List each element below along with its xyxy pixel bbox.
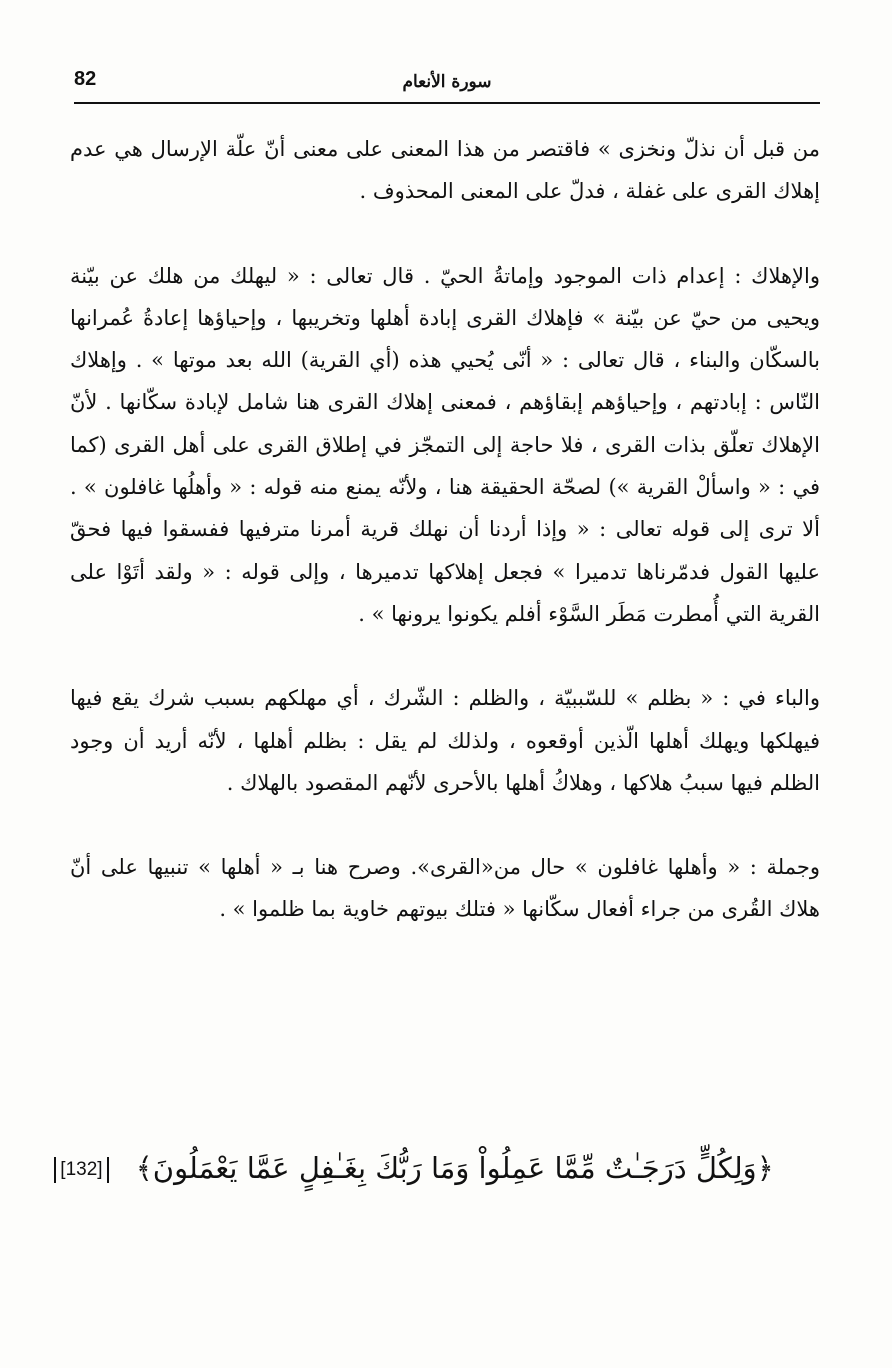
verse-text: ﴿وَلِكُلٍّ دَرَجَـٰتٌ مِّمَّا عَمِلُواْ وَمَا رَبُّكَ بِغَـٰفِلٍ عَمَّا يَعْمَلُونَ﴾ (135, 1151, 774, 1185)
paragraph: والإهلاك : إعدام ذات الموجود وإماتةُ الحيّ . قال تعالى : « ليهلك من هلك عن بيّنة ويحيى من حيّ عن بيّنة » فإهلاك القرى إبادة أهلها وتخريبها ، وإحياؤها إعادةُ عُمرانها بالسكّان والبناء ، قال تعالى : « أنّى يُحيي هذه (أي القرية) الله بعد موتها » . وإهلاك النّاس : إبادتهم ، وإحياؤهم إبقاؤهم ، فمعنى إهلاك القرى هنا شامل لإبادة سكّانها . لأنّ الإهلاك تعلّق بذات القرى ، فلا حاجة إلى التمجّز في إطلاق القرى على أهل القرى (كما في : « واسألْ القرية ») لصحّة الحقيقة هنا ، ولأنّه يمنع منه قوله : « وأهلُها غافلون » . ألا ترى إلى قوله تعالى : « وإذا أردنا أن نهلك قرية أمرنا مترفيها ففسقوا فيها فحقّ عليها القول فدمّرناها تدميرا » فجعل إهلاكها تدميرها ، وإلى قوله : « ولقد أتَوْا على القرية التي أُمطرت مَطَر السَّوْء أفلم يكونوا يرونها » . (70, 263, 820, 626)
commentary-text (70, 128, 820, 931)
page-header (74, 66, 820, 104)
paragraph: من قبل أن نذلّ ونخزى » فاقتصر من هذا المعنى على معنى أنّ علّة الإرسال هي عدم إهلاك القرى على غفلة ، فدلّ على المعنى المحذوف . (70, 137, 820, 204)
paragraph: وجملة : « وأهلها غافلون » حال من«القرى». وصرح هنا بـ « أهلها » تنبيها على أنّ هلاك القُرى من جراء أفعال سكّانها « فتلك بيوتهم خاوية بما ظلموا » . (70, 855, 820, 922)
page-number: 82 (74, 68, 97, 90)
quran-verse (8, 1138, 820, 1198)
verse-number: [132] (54, 1157, 108, 1183)
paragraph: والباء في : « بظلم » للسّببيّة ، والظلم : الشّرك ، أي مهلكهم بسبب شرك يقع فيها فيهلكها ويهلك أهلها الّذين أوقعوه ، ولذلك لم يقل : بظلم أهلها ، لأنّه أريد أن وجود الظلم فيها سببُ هلاكها ، وهلاكُ أهلها بالأحرى لأنّهم المقصود بالهلاك . (70, 686, 820, 795)
surah-title: سورة الأنعام (402, 72, 492, 92)
